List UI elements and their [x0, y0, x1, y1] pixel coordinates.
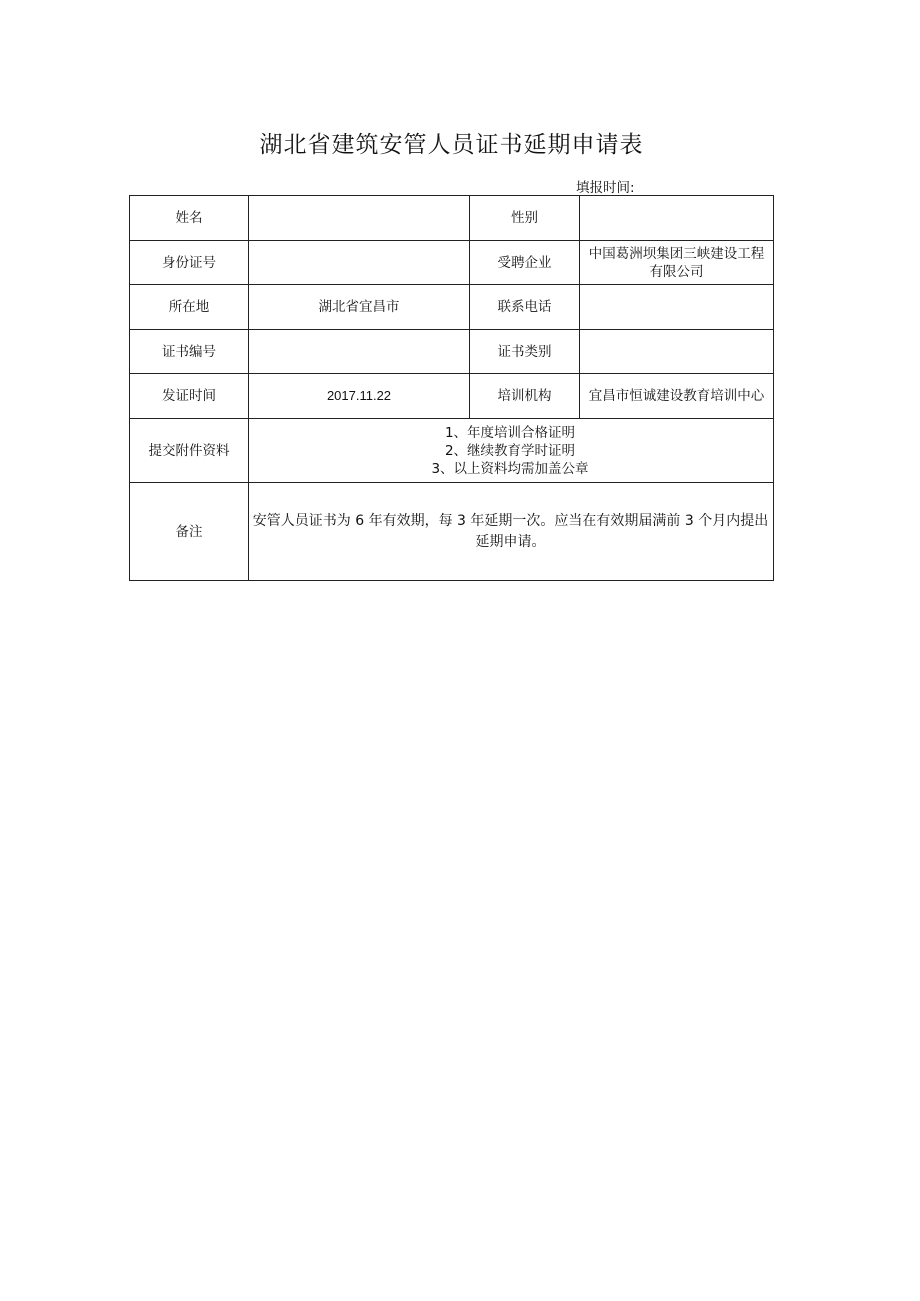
- table-row-attachments: [130, 419, 774, 483]
- remarks-label: 备注: [130, 483, 249, 581]
- id-number-label: 身份证号: [130, 241, 249, 285]
- phone-field[interactable]: [580, 285, 774, 330]
- cert-type-field[interactable]: [580, 330, 774, 374]
- cert-type-label: 证书类别: [470, 330, 580, 374]
- table-row-cert: [130, 330, 774, 374]
- gender-field[interactable]: [580, 196, 774, 241]
- name-field[interactable]: [249, 196, 470, 241]
- location-label: 所在地: [130, 285, 249, 330]
- phone-label: 联系电话: [470, 285, 580, 330]
- name-label: 姓名: [130, 196, 249, 241]
- table-row-location: [130, 285, 774, 330]
- attachment-item: 3、以上资料均需加盖公章: [431, 460, 589, 477]
- table-row-id: [130, 241, 774, 285]
- attachments-label: 提交附件资料: [130, 419, 249, 483]
- location-field[interactable]: 湖北省宜昌市: [249, 285, 470, 330]
- page-title: 湖北省建筑安管人员证书延期申请表: [259, 132, 644, 158]
- attachment-item: 1、年度培训合格证明: [444, 424, 576, 441]
- employer-label: 受聘企业: [470, 241, 580, 285]
- application-form-table: [129, 195, 774, 581]
- employer-field[interactable]: 中国葛洲坝集团三峡建设工程有限公司: [580, 241, 774, 285]
- table-row-remarks: [130, 483, 774, 581]
- training-org-label: 培训机构: [470, 374, 580, 419]
- cert-number-field[interactable]: [249, 330, 470, 374]
- table-row-name: [130, 196, 774, 241]
- issue-date-field[interactable]: 2017.11.22: [249, 374, 470, 419]
- remarks-text: 安管人员证书为 6 年有效期，每 3 年延期一次。应当在有效期届满前 3 个月内提出延期申请。: [249, 483, 774, 581]
- fill-time-label: 填报时间:: [576, 180, 635, 196]
- id-number-field[interactable]: [249, 241, 470, 285]
- issue-date-label: 发证时间: [130, 374, 249, 419]
- attachment-item: 2、继续教育学时证明: [444, 442, 576, 459]
- table-row-issue: [130, 374, 774, 419]
- gender-label: 性别: [470, 196, 580, 241]
- attachments-list: [249, 419, 774, 483]
- cert-number-label: 证书编号: [130, 330, 249, 374]
- training-org-field[interactable]: 宜昌市恒诚建设教育培训中心: [580, 374, 774, 419]
